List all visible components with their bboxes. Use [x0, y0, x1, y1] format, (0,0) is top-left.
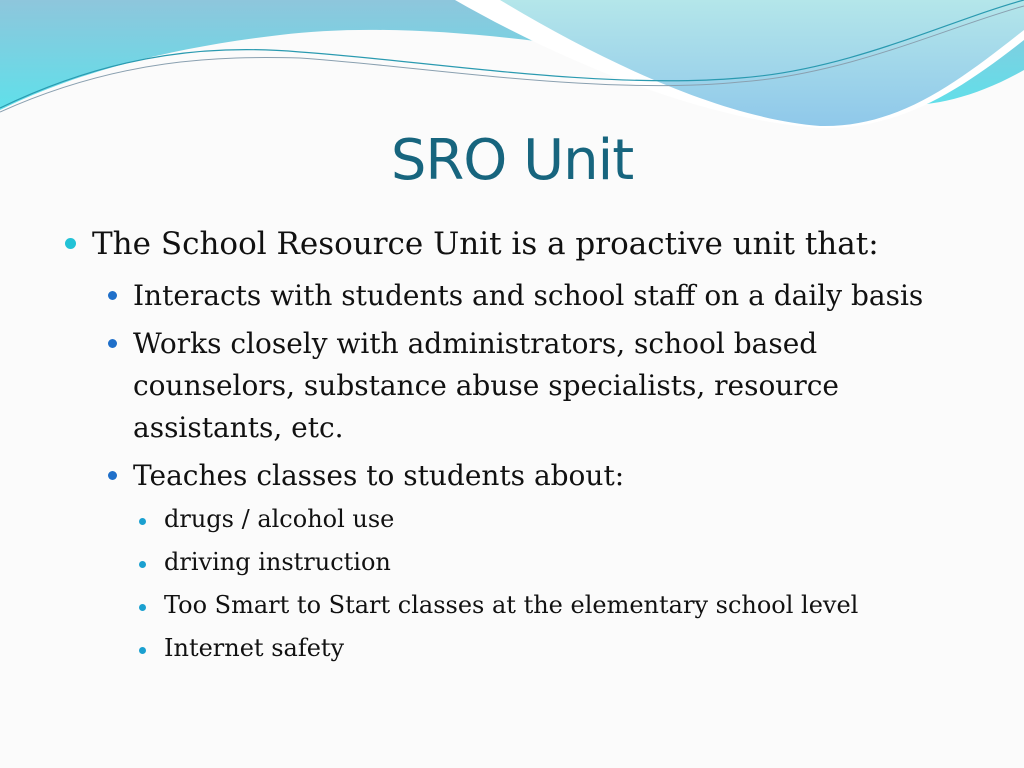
bullet-icon — [139, 518, 146, 525]
bullet-level2-cont: assistants, etc. — [133, 411, 344, 444]
bullet-level2: Works closely with administrators, school based — [133, 327, 818, 360]
slide-title: SRO Unit — [390, 128, 634, 193]
bullet-icon — [108, 471, 117, 480]
bullet-icon — [139, 604, 146, 611]
bullet-level3: drugs / alcohol use — [164, 505, 395, 533]
bullet-icon — [108, 339, 117, 348]
bullet-level1: The School Resource Unit is a proactive unit that: — [92, 226, 879, 262]
bullet-icon — [139, 647, 146, 654]
bullet-level3: driving instruction — [164, 548, 391, 576]
bullet-icon — [139, 561, 146, 568]
bullet-icon — [65, 238, 76, 249]
bullet-level3: Too Smart to Start classes at the elementary school level — [164, 591, 859, 619]
wave-decoration — [0, 0, 1024, 130]
bullet-icon — [108, 291, 117, 300]
bullet-level2-cont: counselors, substance abuse specialists, resource — [133, 369, 839, 402]
bullet-level2: Teaches classes to students about: — [133, 459, 625, 492]
bullet-level3: Internet safety — [164, 634, 345, 662]
bullet-level2: Interacts with students and school staff on a daily basis — [133, 279, 924, 312]
